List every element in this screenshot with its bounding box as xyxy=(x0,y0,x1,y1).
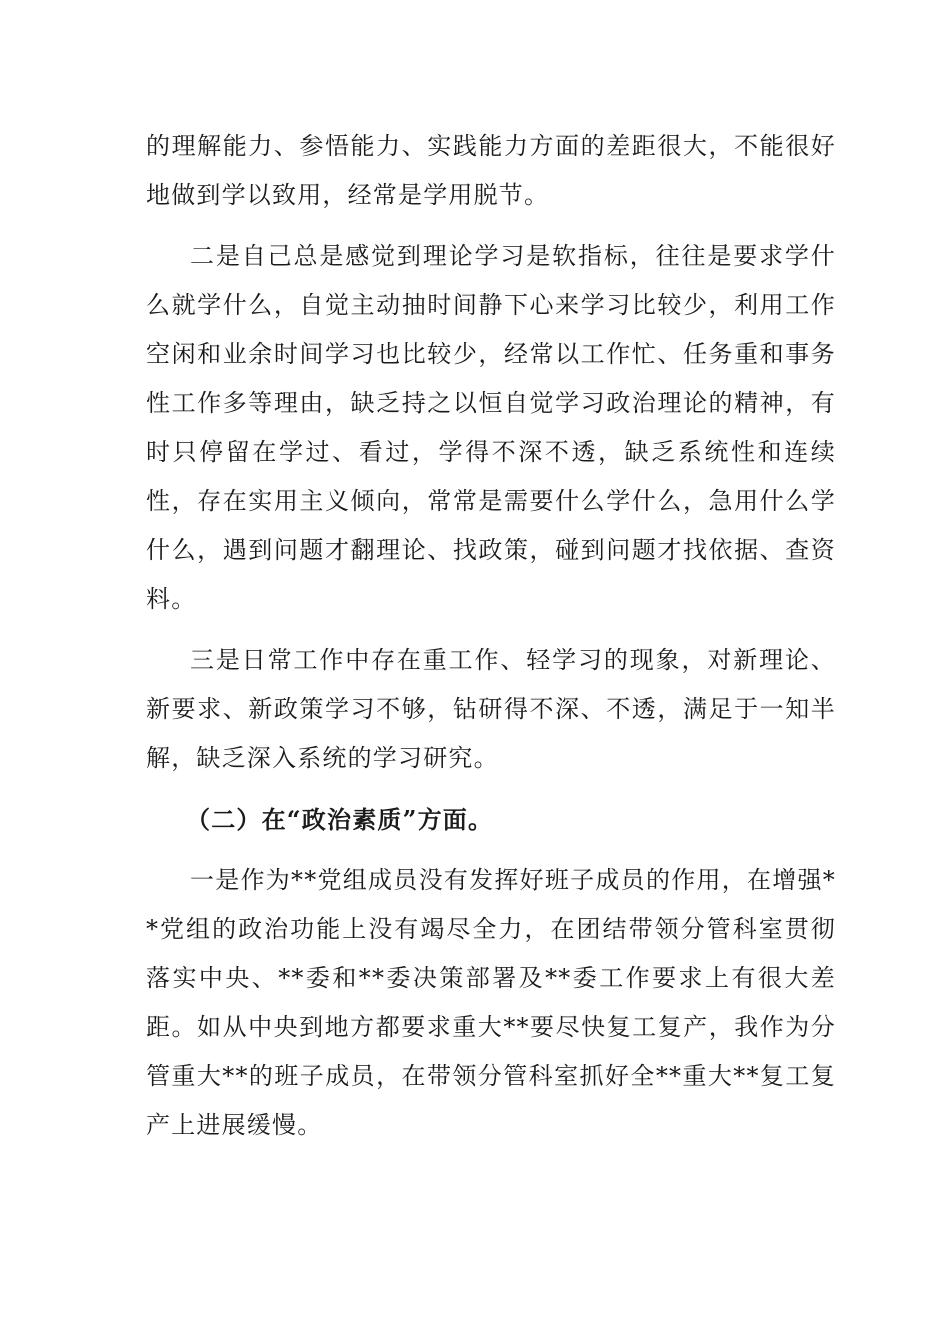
paragraph-continuation: 的理解能力、参悟能力、实践能力方面的差距很大，不能很好地做到学以致用，经常是学用脱节。 xyxy=(146,132,836,209)
paragraph-political-quality: 一是作为**党组成员没有发挥好班子成员的作用，在增强**党组的政治功能上没有竭尽全力，在团结带领分管科室贯彻落实中央、**委和**委决策部署及**委工作要求上有很大差距。如从中央到地方都要求重大**要尽快复工复产，我作为分管重大**的班子成员，在带领分管科室抓好全**重大**复工复产上进展缓慢。 xyxy=(146,866,836,1139)
paragraph-point-two: 二是自己总是感觉到理论学习是软指标，往往是要求学什么就学什么，自觉主动抽时间静下心来学习比较少，利用工作空闲和业余时间学习也比较少，经常以工作忙、任务重和事务性工作多等理由，缺乏持之以恒自觉学习政治理论的精神，有时只停留在学过、看过，学得不深不透，缺乏系统性和连续性，存在实用主义倾向，常常是需要什么学什么，急用什么学什么，遇到问题才翻理论、找政策，碰到问题才找依据、查资料。 xyxy=(146,242,836,613)
section-heading: （二）在“政治素质”方面。 xyxy=(186,805,494,834)
paragraph-point-three: 三是日常工作中存在重工作、轻学习的现象，对新理论、新要求、新政策学习不够，钻研得不深、不透，满足于一知半解，缺乏深入系统的学习研究。 xyxy=(146,646,836,772)
document-body xyxy=(146,122,836,1162)
